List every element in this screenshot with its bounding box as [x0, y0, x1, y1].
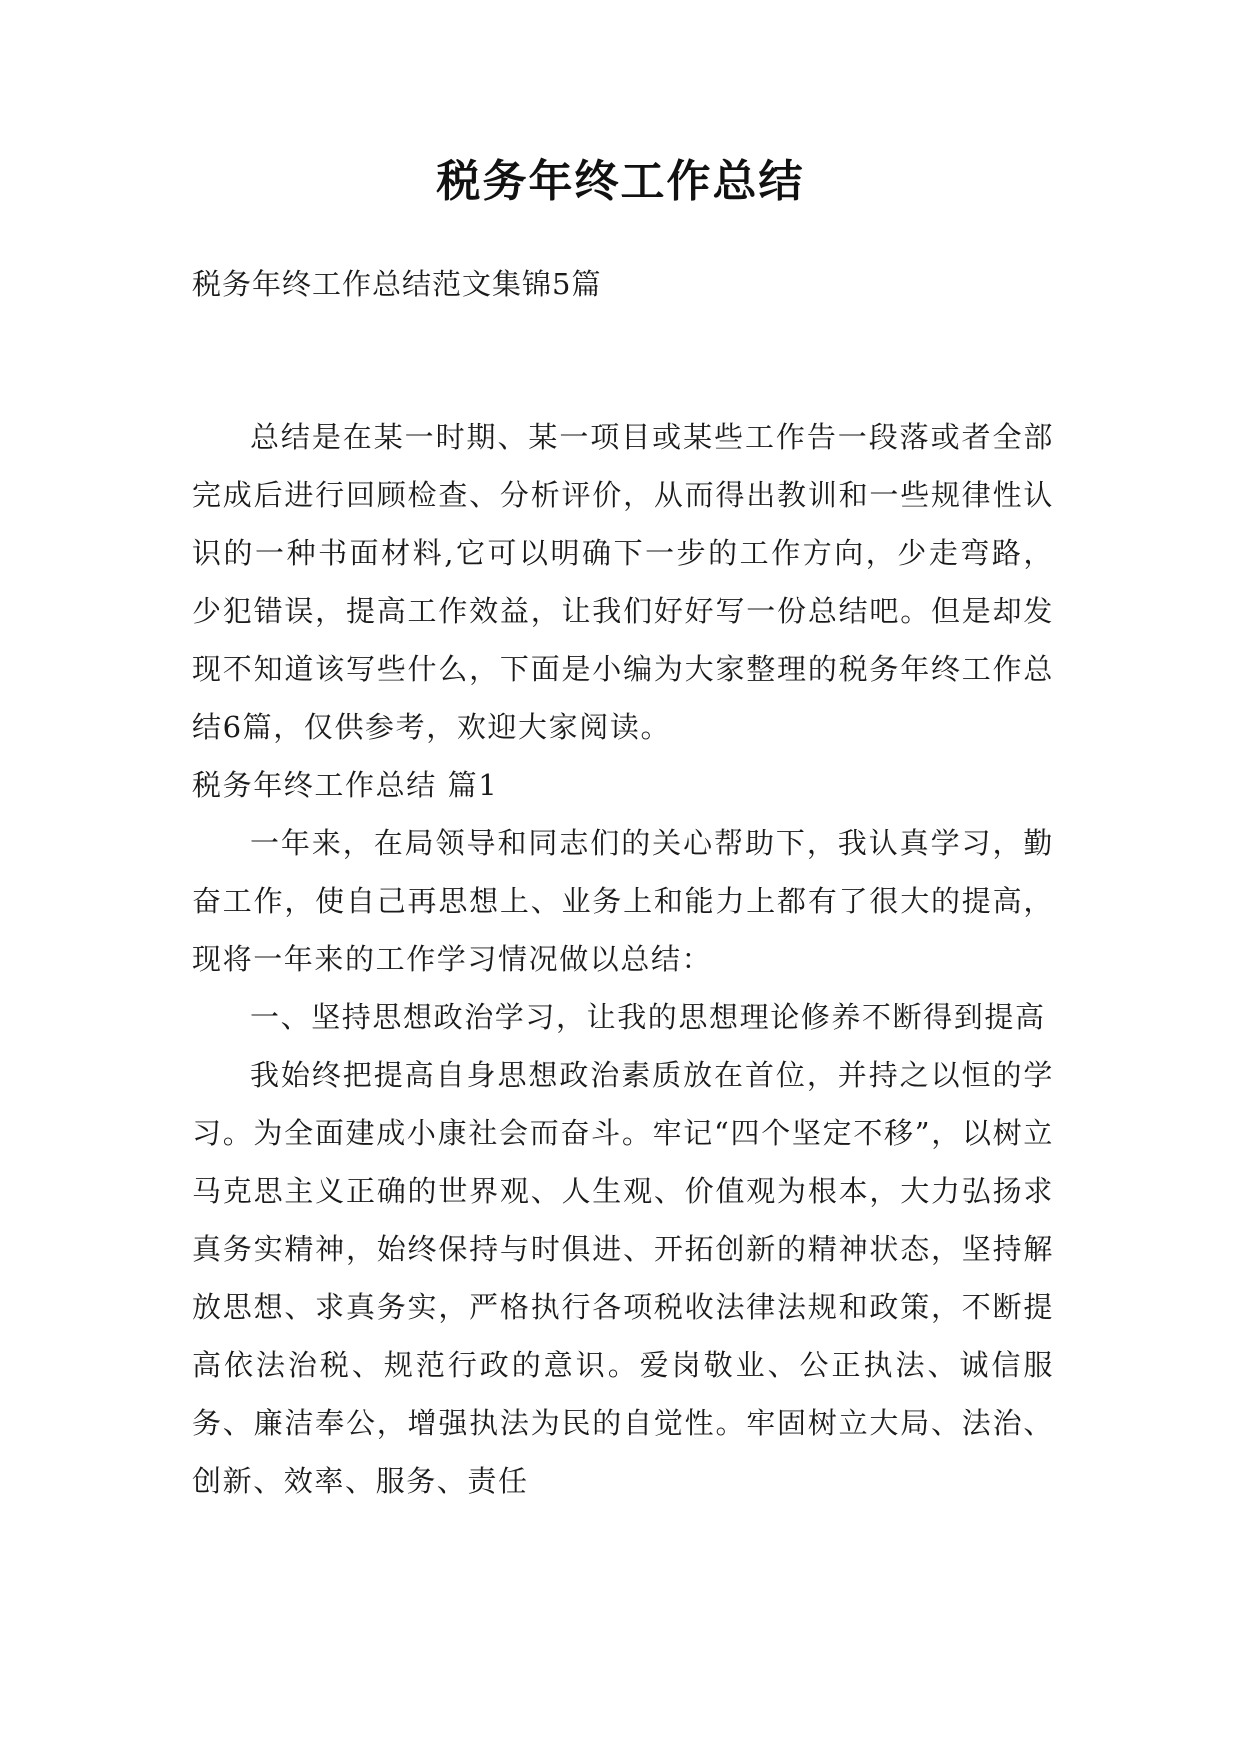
- document-body: [192, 408, 1054, 1510]
- paragraph-heading: 一、坚持思想政治学习，让我的思想理论修养不断得到提高: [250, 1000, 1046, 1034]
- document-subtitle: 税务年终工作总结范文集锦5篇: [192, 267, 602, 301]
- document-title: 税务年终工作总结: [436, 156, 805, 207]
- paragraph: 我始终把提高自身思想政治素质放在首位，并持之以恒的学习。为全面建成小康社会而奋斗。牢记“四个坚定不移”，以树立马克思主义正确的世界观、人生观、价值观为根本，大力弘扬求真务实精神，始终保持与时俱进、开拓创新的精神状态，坚持解放思想、求真务实，严格执行各项税收法律法规和政策，不断提高依法治税、规范行政的意识。爱岗敬业、公正执法、诚信服务、廉洁奉公，增强执法为民的自觉性。牢固树立大局、法治、创新、效率、服务、责任: [192, 1058, 1054, 1498]
- paragraph-intro: 总结是在某一时期、某一项目或某些工作告一段落或者全部完成后进行回顾检查、分析评价，从而得出教训和一些规律性认识的一种书面材料,它可以明确下一步的工作方向，少走弯路，少犯错误，提高工作效益，让我们好好写一份总结吧。但是却发现不知道该写些什么，下面是小编为大家整理的税务年终工作总结6篇，仅供参考，欢迎大家阅读。: [192, 420, 1054, 744]
- paragraph: 一年来，在局领导和同志们的关心帮助下，我认真学习，勤奋工作，使自己再思想上、业务上和能力上都有了很大的提高，现将一年来的工作学习情况做以总结：: [192, 826, 1054, 976]
- section-heading: 税务年终工作总结 篇1: [192, 768, 499, 802]
